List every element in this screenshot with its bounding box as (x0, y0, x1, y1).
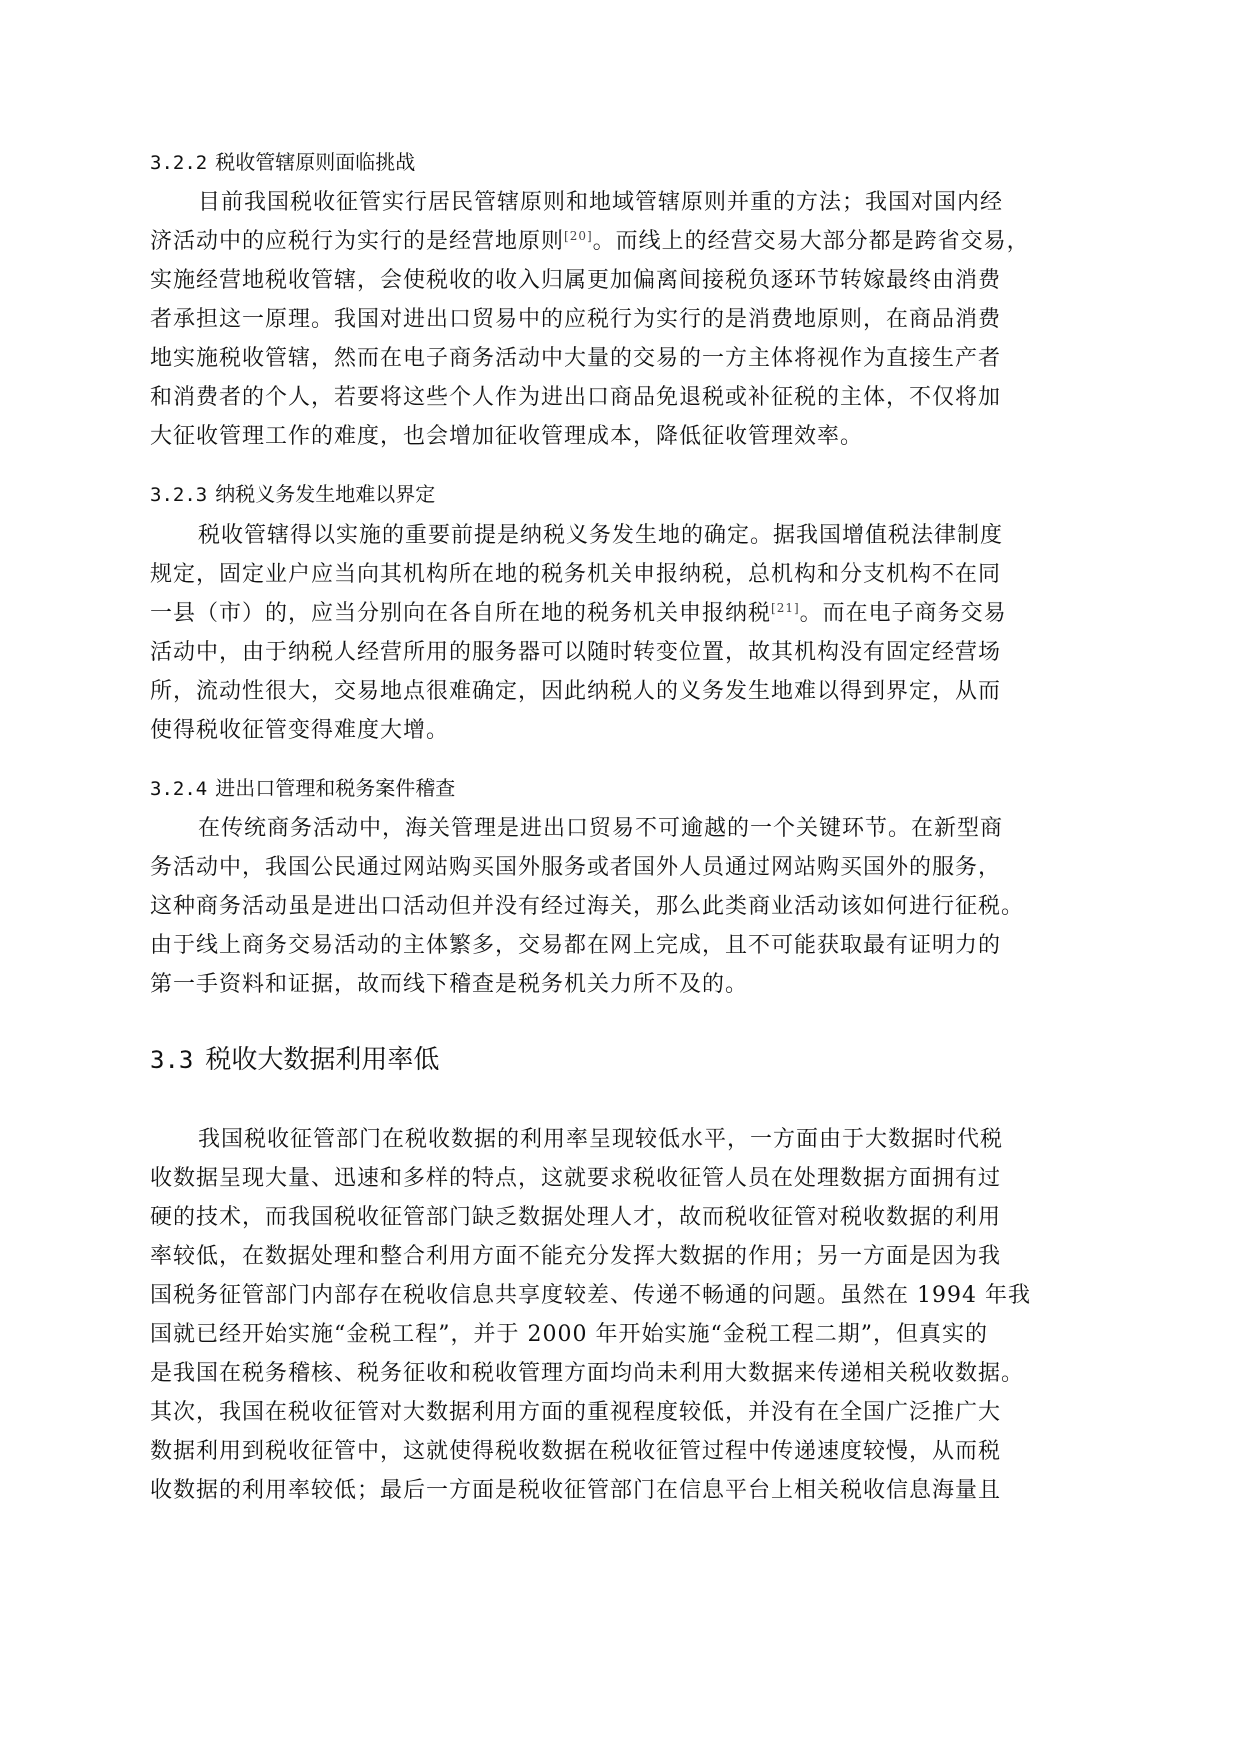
paragraph-line: 国税务征管部门内部存在税收信息共享度较差、传递不畅通的问题。虽然在 1994 年我 (150, 1283, 1031, 1308)
section-number: 3.2.4 (150, 778, 208, 800)
paragraph-line: 率较低，在数据处理和整合利用方面不能充分发挥大数据的作用；另一方面是因为我 (150, 1244, 1002, 1269)
paragraph-line: 所，流动性很大，交易地点很难确定，因此纳税人的义务发生地难以得到界定，从而 (150, 679, 1002, 704)
paragraph-line: 收数据的利用率较低；最后一方面是税收征管部门在信息平台上相关税收信息海量且 (150, 1478, 1002, 1503)
paragraph-line: 其次，我国在税收征管对大数据利用方面的重视程度较低，并没有在全国广泛推广大 (150, 1400, 1002, 1425)
paragraph-line: 第一手资料和证据，故而线下稽查是税务机关力所不及的。 (150, 972, 749, 997)
paragraph-line: 硬的技术，而我国税收征管部门缺乏数据处理人才，故而税收征管对税收数据的利用 (150, 1205, 1002, 1230)
section-number: 3.2.2 (150, 152, 208, 174)
section-heading-3-3 (150, 1044, 439, 1076)
paragraph-line: 是我国在税务稽核、税务征收和税收管理方面均尚未利用大数据来传递相关税收数据。 (150, 1361, 1025, 1386)
section-heading-3-2-4 (150, 776, 455, 801)
paragraph-line: 大征收管理工作的难度，也会增加征收管理成本，降低征收管理效率。 (150, 424, 864, 449)
section-title: 纳税义务发生地难以界定 (215, 482, 436, 506)
paragraph-line: 者承担这一原理。我国对进出口贸易中的应税行为实行的是消费地原则，在商品消费 (150, 307, 1002, 332)
paragraph-line: 务活动中，我国公民通过网站购买国外服务或者国外人员通过网站购买国外的服务， (150, 855, 1002, 880)
paragraph-line: 国就已经开始实施“金税工程”，并于 2000 年开始实施“金税工程二期”，但真实的 (150, 1322, 988, 1347)
paragraph-line: 目前我国税收征管实行居民管辖原则和地域管辖原则并重的方法；我国对国内经 (198, 190, 1004, 215)
section-title: 税收大数据利用率低 (205, 1045, 440, 1075)
paragraph-line: 使得税收征管变得难度大增。 (150, 718, 450, 743)
paragraph-line: 税收管辖得以实施的重要前提是纳税义务发生地的确定。据我国增值税法律制度 (198, 523, 1004, 548)
paragraph-line: 和消费者的个人，若要将这些个人作为进出口商品免退税或补征税的主体，不仅将加 (150, 385, 1002, 410)
paragraph-line: 规定，固定业户应当向其机构所在地的税务机关申报纳税，总机构和分支机构不在同 (150, 562, 1002, 587)
paragraph-line: 实施经营地税收管辖，会使税收的收入归属更加偏离间接税负逐环节转嫁最终由消费 (150, 268, 1002, 293)
paragraph-line: 我国税收征管部门在税收数据的利用率呈现较低水平，一方面由于大数据时代税 (198, 1127, 1004, 1152)
paragraph-line: 地实施税收管辖，然而在电子商务活动中大量的交易的一方主体将视作为直接生产者 (150, 346, 1002, 371)
section-title: 进出口管理和税务案件稽查 (215, 776, 456, 800)
paragraph-line: 济活动中的应税行为实行的是经营地原则[20]。而线上的经营交易大部分都是跨省交易， (150, 229, 1030, 254)
paragraph-line: 收数据呈现大量、迅速和多样的特点，这就要求税收征管人员在处理数据方面拥有过 (150, 1166, 1002, 1191)
paragraph-line: 这种商务活动虽是进出口活动但并没有经过海关，那么此类商业活动该如何进行征税。 (150, 894, 1025, 919)
section-heading-3-2-3 (150, 482, 435, 507)
section-title: 税收管辖原则面临挑战 (215, 150, 416, 174)
paragraph-line: 一县（市）的，应当分别向在各自所在地的税务机关申报纳税[21]。而在电子商务交易 (150, 601, 1007, 626)
section-heading-3-2-2 (150, 150, 415, 175)
paragraph-line: 由于线上商务交易活动的主体繁多，交易都在网上完成，且不可能获取最有证明力的 (150, 933, 1002, 958)
citation-ref: [20] (564, 229, 593, 243)
paragraph-line: 在传统商务活动中，海关管理是进出口贸易不可逾越的一个关键环节。在新型商 (198, 816, 1004, 841)
citation-ref: [21] (771, 601, 800, 615)
paragraph-line: 活动中，由于纳税人经营所用的服务器可以随时转变位置，故其机构没有固定经营场 (150, 640, 1002, 665)
section-number: 3.2.3 (150, 484, 208, 506)
paragraph-line: 数据利用到税收征管中，这就使得税收数据在税收征管过程中传递速度较慢，从而税 (150, 1439, 1002, 1464)
section-number: 3.3 (150, 1046, 194, 1074)
